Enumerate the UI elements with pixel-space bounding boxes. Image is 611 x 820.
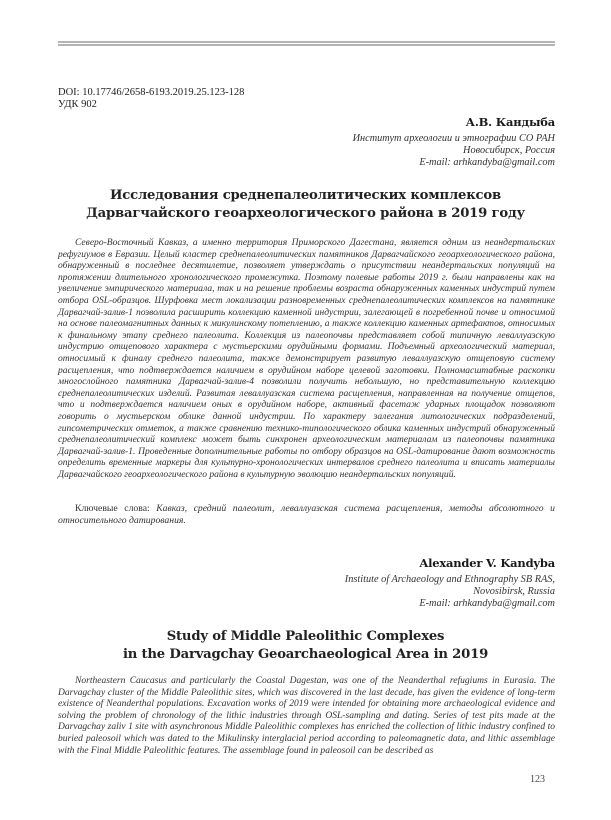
ru-keywords-label: Ключевые слова: — [75, 503, 157, 514]
en-affiliation-city: Novosibirsk, Russia — [473, 586, 555, 597]
en-title-line-1: Study of Middle Paleolithic Complexes — [166, 629, 445, 644]
ru-article-title — [40, 187, 571, 223]
header-rule-top — [58, 41, 555, 43]
ru-affiliation-city: Новосибирск, Россия — [463, 145, 555, 156]
article-meta — [58, 87, 244, 111]
ru-keywords-list: Кавказ, средний палеолит, леваллуазская система расщепления, методы абсолютного и относительного датирования. — [58, 503, 555, 526]
ru-author-name: А.В. Кандыба — [465, 115, 555, 129]
en-author-name: Alexander V. Kandyba — [419, 556, 555, 570]
ru-title-line-2: Дарвагчайского геоархеологического района в 2019 году — [86, 206, 525, 221]
en-affiliation-email[interactable]: E-mail: arhkandyba@gmail.com — [419, 598, 555, 609]
en-article-title — [40, 628, 571, 664]
en-title-line-2: in the Darvagchay Geoarchaeological Area in 2019 — [122, 647, 489, 662]
en-affiliation-institute: Institute of Archaeology and Ethnography SB RAS, — [344, 574, 555, 585]
en-author-block — [345, 556, 555, 610]
ru-author-block — [353, 115, 555, 169]
en-abstract: Northeastern Caucasus and particularly the Coastal Dagestan, was one of the Neanderthal refugiums in Eurasia. The Darvagchay cluster of the Middle Paleolithic sites, which was discovered in the last decade, has given the evidence of long-term existence of Neanderthal populations. Excavation works of 2019 were intended for obtaining more archaeological evidence and solving the problem of chronology of the lithic industries through OSL-sampling and dating. Series of test pits made at the Darvagchay zaliv 1 site with asynchronous Middle Paleolithic complexes has enriched the collection of lithic industry confined to buried paleosoil which was dated to the Mikulinsky interglacial period according to paleomagnetic data, and lithic assemblage with the Final Middle Paleolithic features. The assemblage found in paleosoil can be described as — [58, 675, 555, 756]
ru-title-line-1: Исследования среднепалеолитических комплексов — [110, 188, 501, 203]
ru-keywords — [58, 503, 555, 526]
doi[interactable]: DOI: 10.17746/2658-6193.2019.25.123-128 — [58, 87, 245, 98]
page-number: 123 — [530, 774, 545, 785]
ru-affiliation-email[interactable]: E-mail: arhkandyba@gmail.com — [419, 157, 555, 168]
header-rule-bottom — [58, 44, 555, 46]
udk: УДК 902 — [58, 99, 97, 110]
ru-abstract: Северо-Восточный Кавказ, а именно территория Приморского Дагестана, является одним из неандертальских рефугиумов в Евразии. Целый кластер среднепалеолитических памятников Дарвагчайского геоархеологического района, обнаруженный в последнее десятилетие, позволяет утверждать о присутствии неандертальских популяций на протяжении длительного хронологического промежутка. Поэтому полевые работы 2019 г. были направлены как на увеличение эмпирического материала, так и на решение проблемы возраста обнаруженных каменных индустрий путем отбора OSL-образцов. Шурфовка мест локализации разновременных среднепалеолитических комплексов на памятнике Дарвагчай-залив-1 позволила расширить коллекцию каменной индустрии, залегающей в погребенной почве и относимой на основе палеомагнитных данных к микулинскому потеплению, а также коллекцию каменных артефактов, относимых к финальному этапу среднего палеолита. Коллекция из палеопочвы представляет собой типичную леваллуазскую индустрию отщепового характера с мустьерскими орудийными формами. Подъемный археологический материал, относимый к финалу среднего палеолита, также демонстрирует развитую леваллуазскую отщеповую систему расщепления, что подтверждается наличием в орудийном наборе целевой заготовки. Полномасштабные раскопки многослойного памятника Дарвагчай-залив-4 позволили получить небольшую, но представительную коллекцию среднепалеолитических изделий. Развитая леваллуазская система расщепления, направленная на получение отщепов, что и подтверждается наличием оных в орудийном наборе, активный фасетаж ударных площадок позволяют говорить о мустьерском облике данной индустрии. По характеру залегания литологических подразделений, гипсометрических отметок, а также сравнению технико-типологического облика каменных индустрий обнаруженный среднепалеолитический комплекс может быть синхронен археологическим материалам из палеопочвы памятника Дарвагчай-залив-1. Проведенные дополнительные работы по отбору образцов на OSL-датирование дают возможность определить временные маркеры для культурно-хронологических интервалов среднего палеолита и вписать материалы Дарвагчайского геоархеологического района в культурную эволюцию неандертальских популяций. — [58, 237, 555, 480]
ru-affiliation-institute: Институт археологии и этнографии СО РАН — [352, 133, 555, 144]
